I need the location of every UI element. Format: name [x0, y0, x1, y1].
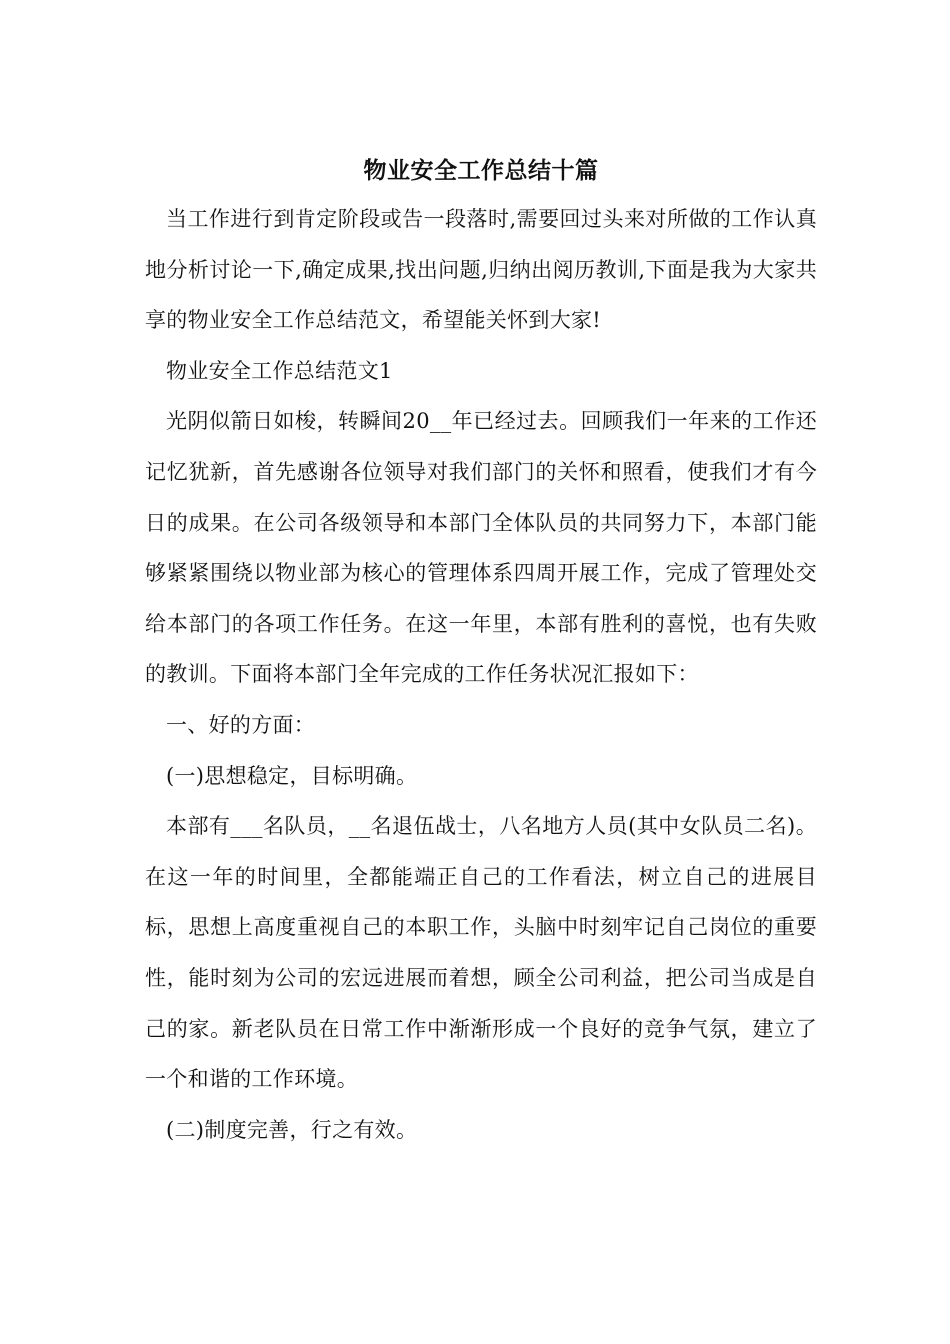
intro-paragraph: 当工作进行到肯定阶段或告一段落时,需要回过头来对所做的工作认真地分析讨论一下,确定成果,找出问题,归纳出阅历教训,下面是我为大家共享的物业安全工作总结范文，希望能关怀到大家!	[145, 207, 817, 333]
subheading-stable-thinking: (一)思想稳定，目标明确。	[166, 763, 418, 788]
body-paragraph-review: 光阴似箭日如梭，转瞬间20__年已经过去。回顾我们一年来的工作还记忆犹新，首先感谢各位领导对我们部门的关怀和照看，使我们才有今日的成果。在公司各级领导和本部门全体队员的共同努力下，本部门能够紧紧围绕以物业部为核心的管理体系四周开展工作，完成了管理处交给本部门的各项工作任务。在这一年里，本部有胜利的喜悦，也有失败的教训。下面将本部门全年完成的工作任务状况汇报如下：	[145, 409, 817, 687]
document-title: 物业安全工作总结十篇	[363, 158, 599, 184]
body-paragraph-team: 本部有___名队员，__名退伍战士，八名地方人员(其中女队员二名)。在这一年的时间里，全都能端正自己的工作看法，树立自己的进展目标，思想上高度重视自己的本职工作，头脑中时刻牢记自己岗位的重要性，能时刻为公司的宏远进展而着想，顾全公司利益，把公司当成是自己的家。新老队员在日常工作中渐渐形成一个良好的竞争气氛，建立了一个和谐的工作环境。	[145, 814, 817, 1092]
document-body	[145, 148, 817, 1155]
subheading-rules: (二)制度完善，行之有效。	[166, 1117, 418, 1142]
section-heading-good-aspects: 一、好的方面：	[166, 712, 316, 737]
section-heading-sample-1: 物业安全工作总结范文1	[166, 358, 393, 383]
